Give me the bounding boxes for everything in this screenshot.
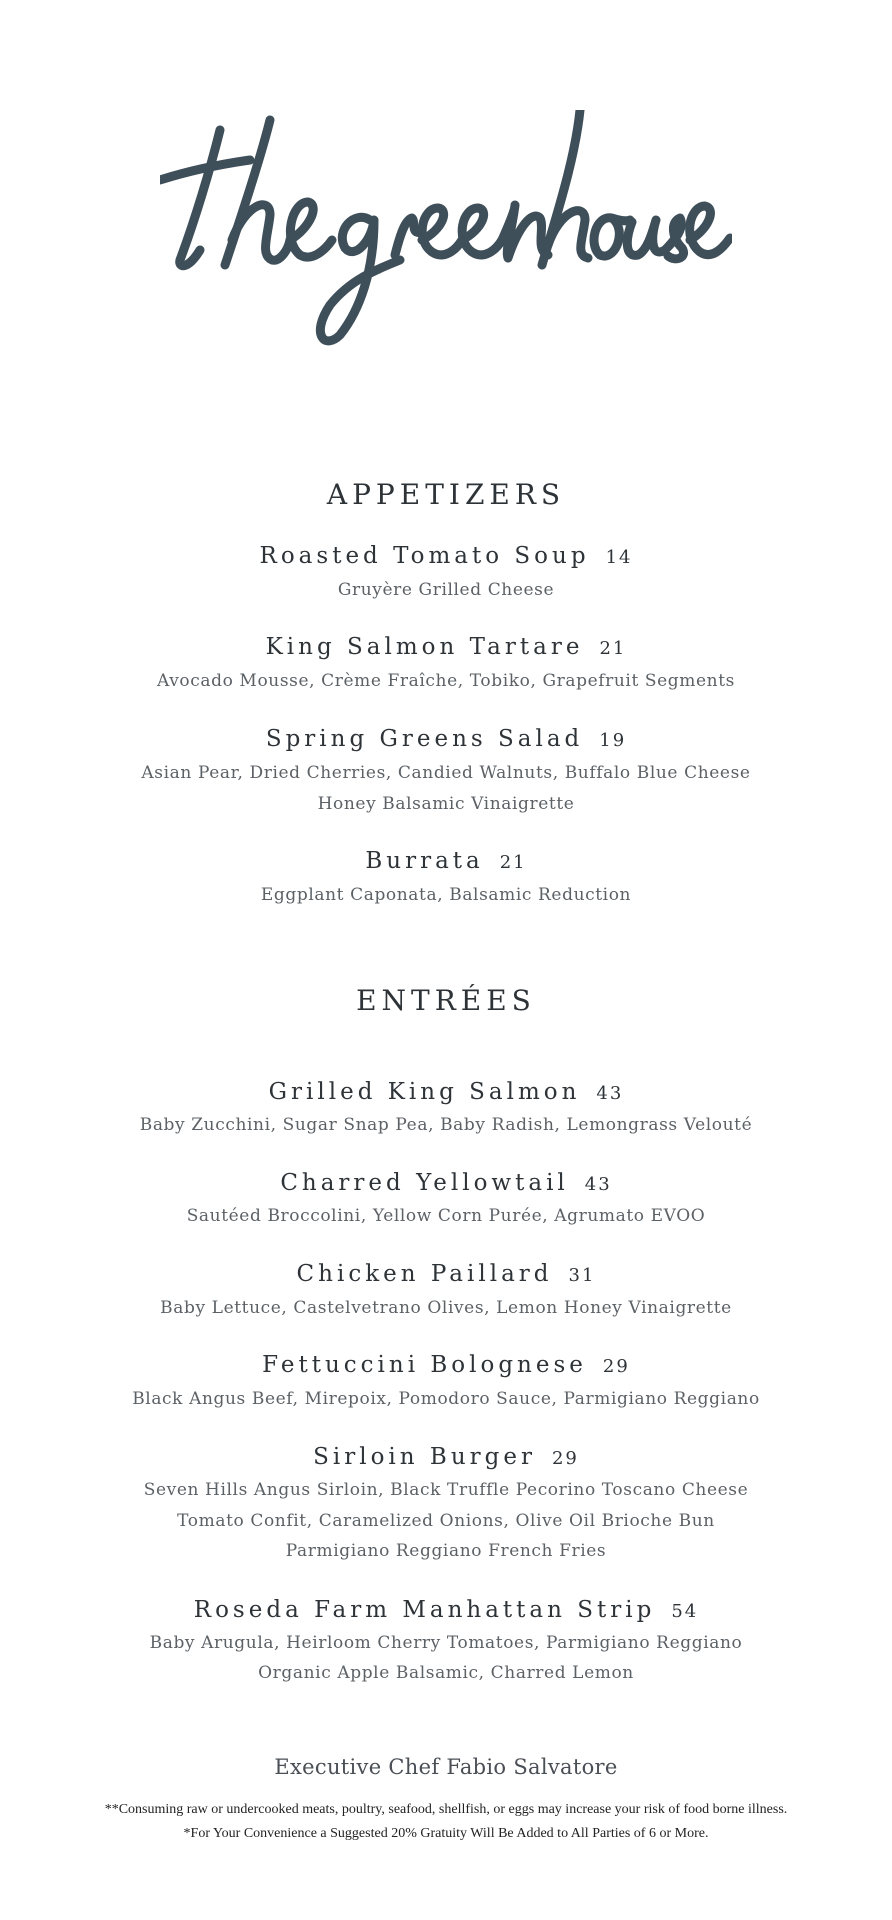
item-description: Avocado Mousse, Crème Fraîche, Tobiko, Grapefruit Segments xyxy=(157,671,735,691)
item-description: Black Angus Beef, Mirepoix, Pomodoro Sauce, Parmigiano Reggiano xyxy=(132,1389,760,1409)
item-description: Parmigiano Reggiano French Fries xyxy=(285,1541,607,1561)
item-name: Roasted Tomato Soup xyxy=(259,543,590,569)
item-name: Chicken Paillard xyxy=(296,1261,553,1287)
item-price: 54 xyxy=(671,1601,699,1622)
item-price: 29 xyxy=(551,1448,579,1469)
item-price: 43 xyxy=(584,1174,612,1195)
item-price: 43 xyxy=(596,1083,624,1104)
item-description: Gruyère Grilled Cheese xyxy=(337,580,555,600)
item-price: 21 xyxy=(499,852,527,873)
menu-item-title xyxy=(0,1352,892,1378)
item-price: 29 xyxy=(602,1356,630,1377)
item-price: 21 xyxy=(599,638,627,659)
appetizers-heading: APPETIZERS xyxy=(326,478,566,511)
entrees-heading: ENTRÉES xyxy=(356,984,536,1017)
item-name: Burrata xyxy=(365,848,484,874)
menu-item-title xyxy=(0,848,892,874)
item-name: Roseda Farm Manhattan Strip xyxy=(193,1597,656,1623)
item-description: Organic Apple Balsamic, Charred Lemon xyxy=(258,1663,634,1683)
item-name: Fettuccini Bolognese xyxy=(262,1352,587,1378)
item-description: Baby Zucchini, Sugar Snap Pea, Baby Radish, Lemongrass Velouté xyxy=(139,1115,753,1135)
item-description: Asian Pear, Dried Cherries, Candied Walnuts, Buffalo Blue Cheese xyxy=(141,763,751,783)
item-price: 19 xyxy=(599,730,627,751)
item-price: 31 xyxy=(568,1265,596,1286)
item-name: King Salmon Tartare xyxy=(265,634,584,660)
executive-chef-credit: Executive Chef Fabio Salvatore xyxy=(274,1755,618,1779)
item-description: Honey Balsamic Vinaigrette xyxy=(317,794,575,814)
gratuity-notice: *For Your Convenience a Suggested 20% Gratuity Will Be Added to All Parties of 6 or More. xyxy=(183,1826,709,1841)
menu-item-title xyxy=(0,1079,892,1105)
food-safety-notice: **Consuming raw or undercooked meats, poultry, seafood, shellfish, or eggs may increase your risk of food borne illness. xyxy=(104,1802,788,1817)
item-name: Grilled King Salmon xyxy=(268,1079,581,1105)
menu-item-title xyxy=(0,726,892,752)
item-description: Eggplant Caponata, Balsamic Reduction xyxy=(260,885,632,905)
item-description: Tomato Confit, Caramelized Onions, Olive Oil Brioche Bun xyxy=(177,1511,715,1531)
menu-item-title xyxy=(0,1170,892,1196)
menu-item-title xyxy=(0,634,892,660)
item-price: 14 xyxy=(605,547,633,568)
menu-item-title xyxy=(0,1597,892,1623)
greenhouse-logo xyxy=(160,110,732,350)
logo-script-graphic xyxy=(160,110,732,350)
item-description: Seven Hills Angus Sirloin, Black Truffle Pecorino Toscano Cheese xyxy=(143,1480,749,1500)
menu-item-title xyxy=(0,543,892,569)
item-name: Sirloin Burger xyxy=(313,1444,536,1470)
item-name: Spring Greens Salad xyxy=(265,726,584,752)
menu-item-title xyxy=(0,1261,892,1287)
item-description: Baby Lettuce, Castelvetrano Olives, Lemon Honey Vinaigrette xyxy=(160,1298,732,1318)
item-name: Charred Yellowtail xyxy=(280,1170,569,1196)
menu-item-title xyxy=(0,1444,892,1470)
item-description: Baby Arugula, Heirloom Cherry Tomatoes, Parmigiano Reggiano xyxy=(149,1633,743,1653)
item-description: Sautéed Broccolini, Yellow Corn Purée, Agrumato EVOO xyxy=(186,1206,706,1226)
